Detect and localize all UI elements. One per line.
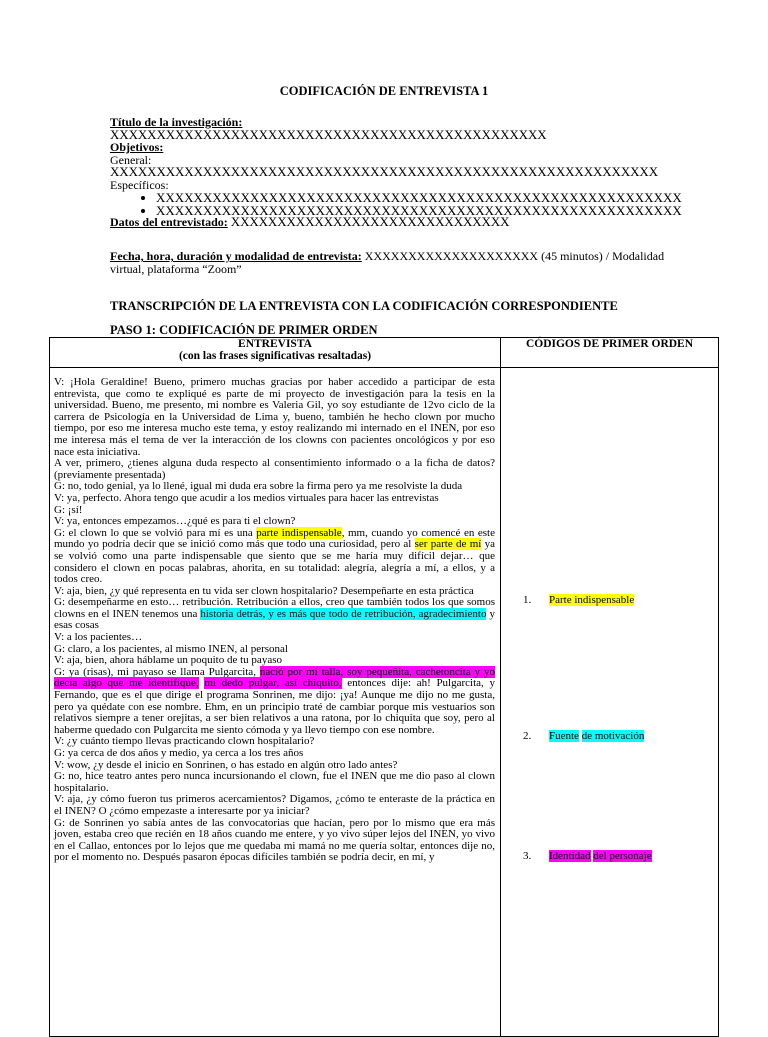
transcript-paragraph bbox=[54, 794, 495, 817]
interview-column-header bbox=[50, 338, 501, 368]
transcript-text: V: ¡Hola Geraldine! Bueno, primero muchas gracias por haber accedido a participar de esta entrevista, que como te expliqué es parte de mi proyecto de investigación para la tesis en la universidad. Bueno, me presento, mi nombre es Valeria Gil, yo soy estudiante de 12vo ciclo de la carrera de Psicología en la Universidad de Lima y, bueno, también he hecho clown por mucho tiempo, por eso me interesa mucho este tema, y estoy realizando mi internado en el INEN, por eso me interesa más el tema de ver la interacción de los clowns con pacientes oncológicos y por eso nace esta iniciativa. bbox=[54, 376, 495, 458]
general-objective-value: XXXXXXXXXXXXXXXXXXXXXXXXXXXXXXXXXXXXXXXXXXXXXXXXXXXXXXXXXXX bbox=[110, 164, 659, 179]
code-number: 1. bbox=[523, 594, 532, 606]
coding-table bbox=[49, 337, 719, 1037]
transcript-text: V: wow, ¿y desde el inicio en Sonrinen, o has estado en algún otro lado antes? bbox=[54, 758, 398, 771]
interview-header-line1: ENTREVISTA bbox=[238, 338, 312, 350]
transcript-cell bbox=[50, 368, 501, 1037]
transcript-paragraph bbox=[54, 458, 495, 481]
transcript-paragraph bbox=[54, 377, 495, 458]
transcript-text: G: no, hice teatro antes pero nunca incursionando el clown, fue el INEN que me dio paso al clown hospitalario. bbox=[54, 770, 495, 794]
transcript-text: A ver, primero, ¿tienes alguna duda respecto al consentimiento informado o a la ficha de datos? (previamente presentada) bbox=[54, 457, 495, 481]
transcript-text: V: a los pacientes… bbox=[54, 631, 143, 644]
interview-header-line2: (con las frases significativas resaltadas) bbox=[178, 350, 372, 362]
session-value: XXXXXXXXXXXXXXXXXXXX (45 minutos) / Modalidad virtual, plataforma “Zoom” bbox=[110, 249, 665, 276]
step-title: PASO 1: CODIFICACIÓN DE PRIMER ORDEN bbox=[110, 323, 378, 337]
transcript-text: V: aja, bien, ahora háblame un poquito de tu payaso bbox=[54, 654, 282, 667]
interviewee-value: XXXXXXXXXXXXXXXXXXXXXXXXXXXXXX bbox=[230, 214, 510, 229]
first-order-code bbox=[523, 730, 644, 742]
transcript-body bbox=[50, 368, 500, 1027]
highlighted-phrase: mi dedo pulgar, así chiquito, bbox=[204, 677, 342, 690]
code-label: Fuente bbox=[549, 730, 579, 742]
specific-objective-item: • XXXXXXXXXXXXXXXXXXXXXXXXXXXXXXXXXXXXXXXXXXXXXXXXXXXXXXXX bbox=[156, 204, 670, 217]
first-order-code bbox=[523, 850, 652, 862]
section-title: TRANSCRIPCIÓN DE LA ENTREVISTA CON LA CODIFICACIÓN CORRESPONDIENTE bbox=[110, 299, 618, 313]
transcript-text: V: ¿y cuánto tiempo llevas practicando clown hospitalario? bbox=[54, 735, 315, 748]
code-label: de motivación bbox=[581, 730, 645, 742]
specific-objective-item: • XXXXXXXXXXXXXXXXXXXXXXXXXXXXXXXXXXXXXXXXXXXXXXXXXXXXXXXX bbox=[156, 191, 670, 204]
transcript-text: G: ¡sí! bbox=[54, 503, 83, 516]
transcript-paragraph bbox=[54, 667, 495, 737]
code-number: 3. bbox=[523, 850, 532, 862]
specific-objectives-label: Específicos: bbox=[110, 177, 169, 192]
session-line bbox=[110, 250, 670, 275]
highlighted-phrase: historia detrás, y es más que todo de retribución, agradecimiento bbox=[200, 607, 487, 620]
research-title-label: Título de la investigación: bbox=[110, 115, 243, 129]
codes-cell bbox=[501, 368, 719, 1037]
transcript-text: G: no, todo genial, ya lo llené, igual mi duda era sobre la firma pero ya me resolviste la duda bbox=[54, 480, 463, 493]
transcript-text: G: ya (risas), mi payaso se llama Pulgarcita, bbox=[54, 665, 260, 678]
objectives-label: Objetivos: bbox=[110, 140, 164, 154]
code-label: Identidad bbox=[549, 850, 591, 862]
transcript-text: y esas cosas bbox=[54, 607, 495, 632]
transcript-paragraph bbox=[54, 528, 495, 586]
highlighted-phrase: ser parte de mí bbox=[414, 538, 482, 551]
first-order-code bbox=[523, 594, 634, 606]
transcript-text: V: aja, ¿y cómo fueron tus primeros acercamientos? Digamos, ¿cómo te enteraste de la práctica en el INEN? O ¿cómo empezaste a interesarte por ya iniciar? bbox=[54, 793, 495, 817]
research-title-line bbox=[110, 116, 670, 141]
general-objective-line bbox=[110, 154, 670, 179]
transcript-paragraph bbox=[54, 597, 495, 632]
transcript-text: ya se volvió como una parte indispensable que siento que se me haría muy difícil dejar… que considero el clown en pocas palabras, ahorita, en su totalidad: alegría, alegría a mí, a ellos, y a todos creo. bbox=[54, 538, 496, 586]
transcript-paragraph bbox=[54, 493, 495, 505]
transcript-text: G: claro, a los pacientes, al mismo INEN, al personal bbox=[54, 642, 288, 655]
transcript-paragraph bbox=[54, 771, 495, 794]
highlighted-phrase: nació por mi talla, soy pequeñita, cachetoncita y yo decía algo que me identifique, bbox=[54, 665, 495, 690]
transcript-paragraph bbox=[54, 818, 495, 864]
code-label: del personaje bbox=[593, 850, 652, 862]
interviewee-line bbox=[110, 216, 670, 229]
highlighted-phrase: parte indispensable bbox=[256, 526, 342, 539]
codes-list bbox=[501, 368, 718, 1018]
codes-column-header: CÓDIGOS DE PRIMER ORDEN bbox=[501, 338, 719, 368]
transcript-text: G: de Sonrinen yo sabía antes de las convocatorias que hacían, pero por lo mismo que era más joven, estaba creo que recién en 18 años cuando me entere, y yo vivo súper lejos del INEN, yo vivo en el Callao, entonces por lo lejos que me quedaba mi mamá no me quería soltar, entonces dije no, por el momento no. Después pasaron épocas difíciles también se podría decir, en mí, y bbox=[54, 816, 495, 864]
transcript-text: G: desempeñarme en esto… retribución. Retribución a ellos, creo que también todos los que somos clowns en el INEN tenemos una bbox=[54, 596, 495, 620]
document-title: CODIFICACIÓN DE ENTREVISTA 1 bbox=[279, 84, 489, 98]
general-objective-label: General: bbox=[110, 152, 152, 167]
transcript-text: , mm, cuando yo comencé en este mundo yo podría decir que se inició como más que todo una curiosidad, pero al bbox=[54, 526, 495, 551]
session-label: Fecha, hora, duración y modalidad de entrevista: bbox=[110, 249, 362, 263]
research-title-value: XXXXXXXXXXXXXXXXXXXXXXXXXXXXXXXXXXXXXXXXXXXXXXX bbox=[110, 126, 547, 142]
transcript-text: entonces dije: ah! Pulgarcita, y Fernando, que es el que dirige el programa Sonrinen, me dijo: ¡ya! Aunque me dijo no me gusta, pero ya quédate con ese nombre. Ehm, en un principio traté de cambiar porque mis vestuarios son relativos siempre a tener orejitas, a ser bien relativos a una ratona, por lo chiquita que soy, pero al haberme quedado con Pulgarcita me siento cómoda y ya llevo tiempo con ese nombre. bbox=[54, 677, 495, 736]
transcript-text: V: aja, bien, ¿y qué representa en tu vida ser clown hospitalario? Desempeñarte en esta práctica bbox=[54, 584, 474, 597]
transcript-text: G: ya cerca de dos años y medio, ya cerca a los tres años bbox=[54, 747, 304, 759]
transcript-text: G: el clown lo que se volvió para mí es una bbox=[54, 526, 257, 539]
code-label: Parte indispensable bbox=[549, 594, 635, 606]
research-block bbox=[110, 115, 682, 218]
transcript-text: V: ya, perfecto. Ahora tengo que acudir a los medios virtuales para hacer las entrevistas bbox=[54, 491, 439, 504]
interviewee-label: Datos del entrevistado: bbox=[110, 215, 228, 229]
transcript-text: V: ya, entonces empezamos…¿qué es para ti el clown? bbox=[54, 515, 296, 528]
code-number: 2. bbox=[523, 730, 532, 742]
